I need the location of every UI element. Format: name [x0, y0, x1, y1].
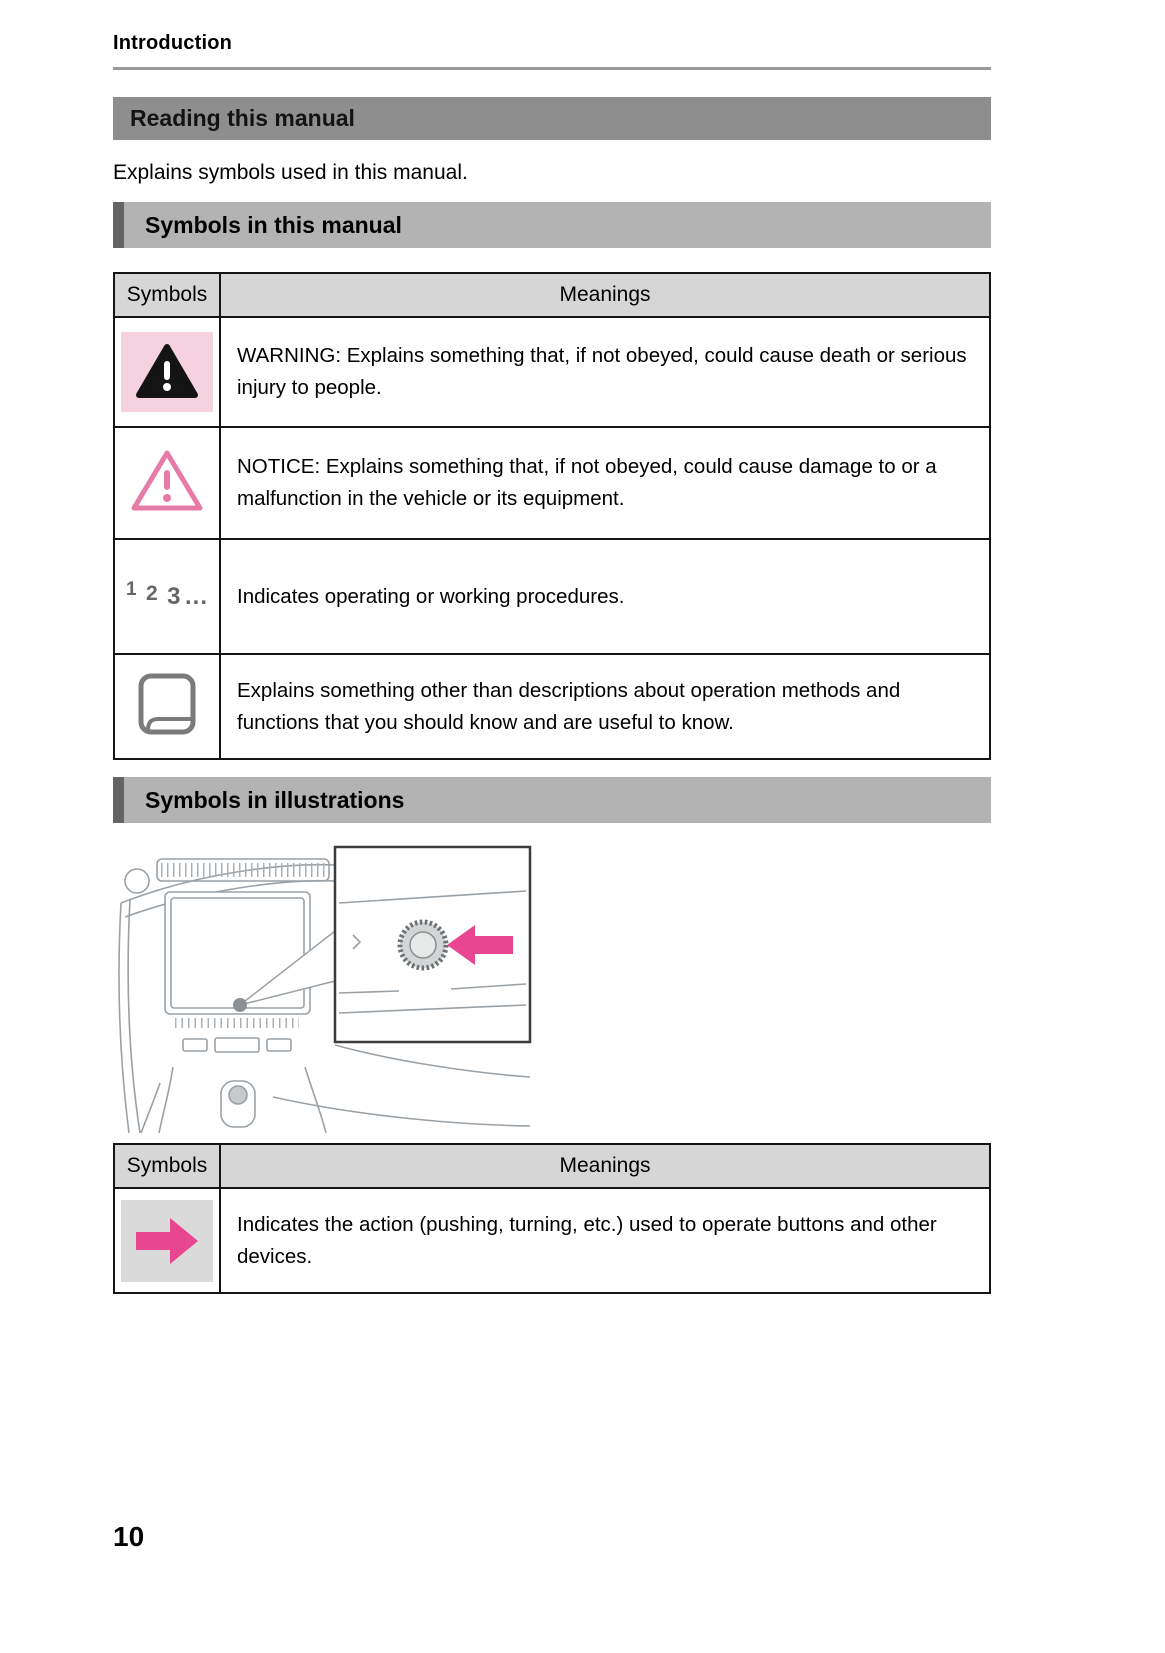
header-divider — [113, 67, 991, 70]
meaning-text: WARNING: Explains something that, if not obeyed, could cause death or serious injury to people. — [220, 317, 990, 427]
right-arrow-glyph — [132, 1213, 202, 1269]
table-row — [114, 1188, 990, 1293]
illustration-symbols-table — [113, 1143, 991, 1294]
section-title: Symbols in this manual — [145, 211, 402, 238]
meaning-text: NOTICE: Explains something that, if not obeyed, could cause damage to or a malfunction in the vehicle or its equipment. — [220, 427, 990, 539]
table-header-row — [114, 1144, 990, 1188]
dashboard-knob-callout-illustration — [113, 845, 532, 1133]
notice-triangle-icon — [129, 448, 205, 514]
symbol-cell — [114, 1188, 220, 1293]
symbol-cell — [114, 427, 220, 539]
meaning-text: Explains something other than descriptions about operation methods and functions that you should know and are useful to know. — [220, 654, 990, 759]
section-header-symbols-manual — [113, 202, 991, 248]
info-page-icon — [136, 671, 198, 737]
column-header-symbols: Symbols — [114, 273, 220, 317]
page-content — [113, 0, 991, 1294]
topic-banner — [113, 97, 991, 140]
column-header-symbols: Symbols — [114, 1144, 220, 1188]
table-row — [114, 427, 990, 539]
symbol-cell — [114, 654, 220, 759]
section-header-symbols-illustrations — [113, 777, 991, 823]
warning-triangle-icon — [121, 332, 213, 412]
column-header-meanings: Meanings — [220, 273, 990, 317]
section-title: Symbols in illustrations — [145, 786, 405, 813]
topic-banner-label: Reading this manual — [130, 105, 355, 131]
table-row — [114, 539, 990, 654]
action-arrow-icon — [121, 1200, 213, 1282]
table-header-row — [114, 273, 990, 317]
symbol-cell — [114, 317, 220, 427]
chapter-header — [113, 0, 991, 70]
page-number: 10 — [113, 1521, 145, 1552]
meaning-text: Indicates operating or working procedures. — [220, 539, 990, 654]
table-row — [114, 317, 990, 427]
symbol-cell — [114, 539, 220, 654]
column-header-meanings: Meanings — [220, 1144, 990, 1188]
warning-triangle-glyph — [135, 343, 199, 401]
numbered-steps-symbol: 1 2 3 ... — [126, 578, 208, 610]
chapter-title: Introduction — [113, 32, 233, 54]
symbols-table — [113, 272, 991, 760]
table-row — [114, 654, 990, 759]
dashboard-illustration — [113, 845, 532, 1133]
meaning-text: Indicates the action (pushing, turning, etc.) used to operate buttons and other devices. — [220, 1188, 990, 1293]
intro-text: Explains symbols used in this manual. — [113, 161, 468, 184]
